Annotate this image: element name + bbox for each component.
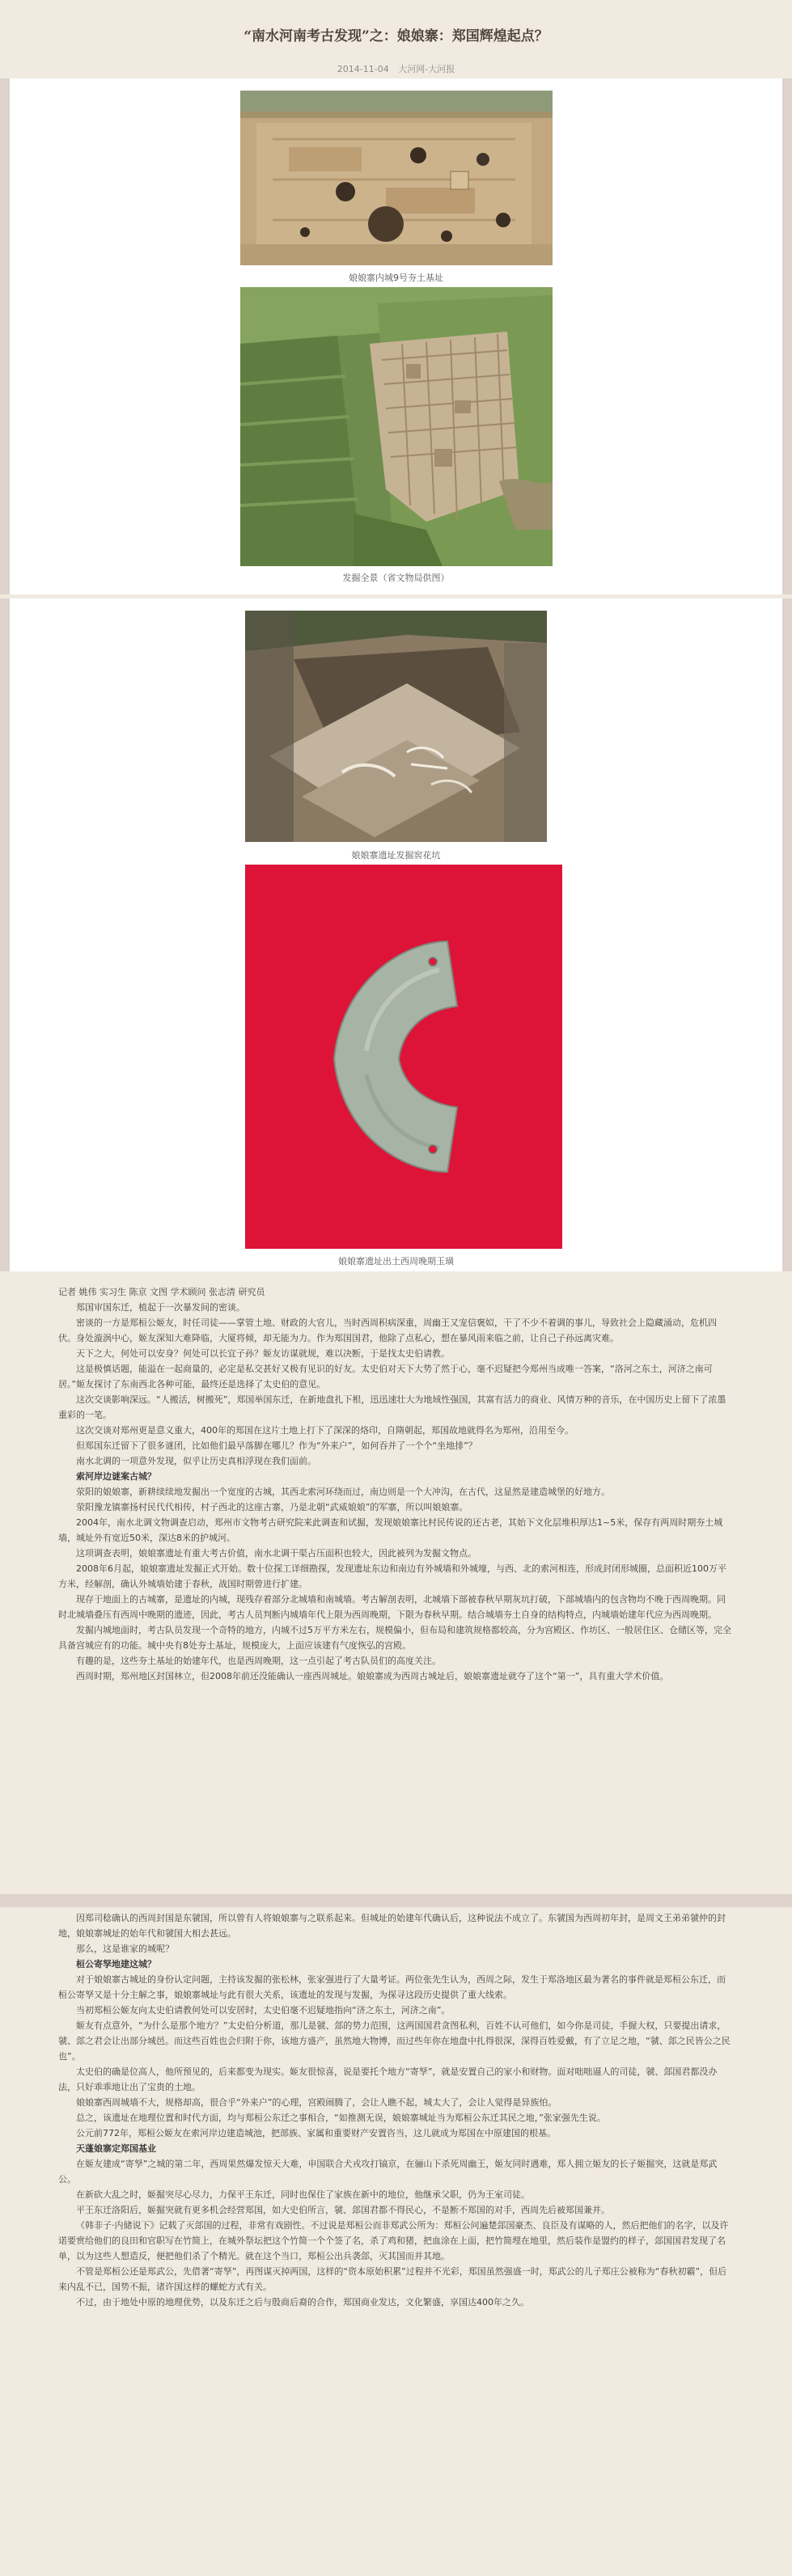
paragraph: 对于娘娘寨古城址的身份认定问题，主持该发掘的张松林，张家强进行了大量考证。两位张先生认为，西周之际，发生于郑洛地区最为著名的事件就是郑桓公东迁，而桓公寄孥又是十分主解之事，娘娘寨城址与此有很大关系，该遗址的发现与发掘，为探寻这段历史提供了重大线索。 — [58, 1974, 726, 2000]
section-heading: 桓公寄孥地建这城？ — [76, 1959, 156, 1969]
photo-jade-huang — [245, 865, 562, 1249]
paragraph: 太史伯的确是位高人，他所预见的，后来都变为现实。姬友很惊喜，说是要托个地方“寄孥”，就是安置自己的家小和财物。面对咄咄逼人的司徒，虢、郐国君都没办法，只好乖乖地让出了宝贵的土地。 — [58, 2066, 718, 2092]
article-body-part-2 — [58, 1910, 734, 2310]
paragraph: 荥阳的娘娘寨，新耕续续地发掘出一个宽度的古城，其西北索河环绕而过，南边则是一个大冲沟，在古代，这显然是建造城堡的好地方。 — [76, 1487, 610, 1497]
paragraph: 在姬友建成“寄孥”之城的第二年，西周果然爆发惊天大难，申国联合犬戎攻打镐京，在骊山下杀死周幽王，姬友同时遇难，郑人拥立姬友的长子姬掘突，这就是郑武公。 — [58, 2159, 718, 2185]
photo-rammed-earth-foundation — [240, 91, 553, 265]
paragraph: 这项调查表明，娘娘寨遗址有重大考古价值，南水北调干渠占压面积也较大，因此被列为发掘文物点。 — [76, 1548, 476, 1559]
photo-excavation-panorama — [240, 287, 553, 566]
caption-photo-3: 娘娘寨遗址发掘窖花坑 — [351, 850, 441, 861]
paragraph: 不过，由于地处中原的地理优势，以及东迁之后与殷商后裔的合作，郑国商业发达，文化繁盛，享国达400年之久。 — [76, 2297, 529, 2307]
page-title: “南水河南考古发现”之：娘娘寨：郑国辉煌起点？ — [244, 28, 548, 44]
paragraph: 在新砍大乱之时，姬掘突尽心尽力，力保平王东迁，同时也保住了家族在新中的地位，他继承父职，仍为王室司徒。 — [76, 2189, 530, 2200]
paragraph: 天下之大，何处可以安身？何处可以长宜子孙？姬友访谋就规，难以决断，于是找太史伯请教。 — [76, 1348, 450, 1359]
section-heading: 索河岸边谜案古城？ — [76, 1471, 156, 1482]
article-body-part-1 — [58, 1284, 734, 1684]
paragraph: 郑国审国东迁，植起于一次暴发间的密谈。 — [76, 1302, 245, 1313]
paragraph: 当初郑桓公姬友向太史伯请教何处可以安居时，太史伯毫不迟疑地指向“济之东土，河济之南”。 — [76, 2005, 451, 2016]
paragraph: 这是极慎话题，能溢在一起商量的，必定是私交甚好又极有见识的好友。太史伯对天下大势了然于心，毫不迟疑把今郑州当成唯一答案，“洛河之东土，河济之南可居。”姬友探讨了东南西北各种可能，最终还是选择了太史伯的意见。 — [58, 1364, 713, 1390]
paragraph: 这次交谈影响深远。“人搬活，树搬死”，郑国举国东迁，在新地盘扎下根，迅迅速壮大为地域性强国，其富有活力的商业、风情万种的音乐，在中国历史上留下了浓墨重彩的一笔。 — [58, 1394, 726, 1420]
paragraph: 不管是郑桓公还是郑武公，先借著“寄孥”，再图谋灭掉两国，这样的“资本原始积累”过程并不光彩，郑国虽然强盛一时，郑武公的儿子郑庄公被称为“春秋初霸”，但后来内乱不已，国势不振，诸许国这样的螺蛇方式有关。 — [58, 2266, 727, 2292]
article-meta — [0, 62, 792, 75]
paragraph: 现存于地面上的古城寨，是遗址的内城，现残存着部分北城墙和南城墙。考古解剖表明，北城墙下部被春秋早期灰坑打破，下部城墙内的包含物均不晚于西周晚期。同时北城墙叠压有西周中晚期的遗迹，因此，考古人员判断内城墙年代上限为西周晚期，下限为春秋早期。结合城墙夯土自身的结构特点，内城墙始建年代应为西周晚期。 — [58, 1594, 726, 1620]
paragraph: 2004年，南水北调文物调查启动，郑州市文物考古研究院来此调查和试掘，发现娘娘寨比村民传说的还古老，其始下文化层堆积厚达1~5米，保存有两周时期夯土城墙，城址外有宽近50米，深达8米的护城河。 — [58, 1517, 723, 1543]
caption-photo-2: 发掘全景（省文物局供图） — [342, 573, 450, 583]
paragraph: 这次交谈对郑州更是意义重大，400年的郑国在这片土地上打下了深深的烙印，自隋朝起，郑国故地就得名为郑州，沿用至今。 — [76, 1425, 574, 1436]
paragraph: 娘娘寨西周城墙不大，规格却高，很合乎“外来户”的心理，宫殿闹腾了，会让人瞧不起，城太大了，会让人觉得是异族怕。 — [76, 2097, 557, 2108]
caption-photo-1: 娘娘寨内城9号夯土基址 — [349, 273, 443, 283]
paragraph: 《韩非子·内储说下》记载了灭郐国的过程，非常有戏剧性。不过说是郑桓公而非郑武公所为：郑桓公问遍楚郐国豪杰、良臣及有谋略的人，然后把他们的名字，以及许诺要赏给他们的良田和官职写在竹简上，在城外祭坛把这个竹简一个个签了名，杀了鸡和猪，把血涂在上面，把竹简埋在地里，然后装作是盟约的样子，郐国国君发现了名单，以为这些人想造反，便把他们杀了个精光。就在这个当口，郑桓公出兵袭郐，灭其国而并其地。 — [58, 2220, 729, 2261]
paragraph: 2008年6月起，娘娘寨遗址发掘正式开始。数十位探工详细勘探，发现遗址东边和南边有外城墙和外城壕，与西、北的索河相连，形成封闭形城圈，总面积近100万平方米，经解剖，确认外城墙始建于春秋，战国时期曾进行扩建。 — [58, 1563, 726, 1589]
paragraph: 姬友有点意外，“为什么是那个地方？”太史伯分析道，那儿是虢、郐的势力范围，这两国国君贪图私利，百姓不认可他们，如今你是司徒，手握大权，只要提出请求，虢、郐之君会让出部分城邑。而这些百姓也会归附于你，该地方盛产，虽然地大物博，而过些年你在地盘中扎得很深，深得百姓爱戴，有了立足之地，“虢、郐之民皆公之民也”。 — [58, 2020, 731, 2062]
paragraph: 公元前772年，郑桓公姬友在索河岸边建造城池，把部族、家属和重要财产安置咨当，这儿就成为郑国在中原建国的根基。 — [76, 2128, 556, 2138]
paragraph: 荥阳豫龙镇寨扬村民代代相传，村子西北的这座古寨，乃是北朝“武威娘娘”的军寨，所以叫娘娘寨。 — [76, 1502, 468, 1512]
publish-date: 2014-11-04 — [337, 64, 389, 74]
paragraph: 南水北调的一项意外发现，似乎让历史真相浮现在我们面前。 — [76, 1456, 316, 1466]
caption-photo-4: 娘娘寨遗址出土西周晚期玉璜 — [338, 1256, 454, 1267]
paragraph: 那么，这是谁家的城呢？ — [76, 1944, 174, 1954]
paragraph: 但郑国东迁留下了很多谜团，比如他们最早落脚在哪儿？作为“外来户”，如何吞并了一个个“坐地排”？ — [76, 1440, 477, 1451]
section-divider — [0, 1894, 792, 1907]
paragraph: 总之，该遗址在地理位置和时代方面，均与郑桓公东迁之事相合，“如推测无误，娘娘寨城址当为郑桓公东迁其民之地，”张家强先生说。 — [76, 2113, 606, 2123]
byline: 记者 姚伟 实习生 陈京 文图 学术顾问 张志清 研究员 — [58, 1287, 265, 1297]
paragraph: 发掘内城地面时，考古队员发现一个奇特的地方，内城不过5万平方米左右，规模偏小，但布局和建筑规格都较高，分为宫殿区、作坊区、一般居住区、仓储区等，完全具备宫城应有的功能。城中央有8处夯土基址，规模庞大，上面应该建有气度恢弘的宫殿。 — [58, 1625, 731, 1651]
photo-sacrificial-pit — [245, 611, 547, 842]
paragraph: 有趣的是，这些夯土基址的始建年代，也是西周晚期，这一点引起了考古队员们的高度关注。 — [76, 1656, 441, 1666]
paragraph: 密谈的一方是郑桓公姬友，时任司徒——掌管土地、财政的大官儿，当时西周积病深重，周幽王又宠信褒姒，干了不少不着调的事儿，导致社会上隐藏涌动，危机四伏。身处漩涡中心，姬友深知大难降临，大厦将倾，却无能为力。作为郑国国君，他除了点私心，想在暴风雨来临之前，让自己子孙远离灾难。 — [58, 1318, 717, 1343]
section-heading: 天蓬娘寨定郑国基业 — [76, 2143, 156, 2154]
paragraph: 西周时期，郑州地区封国林立，但2008年前还没能确认一座西周城址。娘娘寨成为西周古城址后，娘娘寨遗址就夺了这个“第一”，具有重大学术价值。 — [76, 1671, 669, 1681]
paragraph: 因郑司稔确认的西周封国是东虢国，所以曾有人将娘娘寨与之联系起来。但城址的始建年代确认后，这种说法不成立了。东虢国为西周初年封，是周文王弟弟虢仲的封地，娘娘寨城址的始年代和虢国大相去甚远。 — [58, 1913, 726, 1939]
source-label: 大河网-大河报 — [398, 64, 455, 74]
paragraph: 平王东迁洛阳后，姬掘突就有更多机会经营郑国，如大史伯所言，虢、郐国君都不得民心，不是断不郑国的对手，西周先后被郑国兼并。 — [76, 2205, 610, 2215]
